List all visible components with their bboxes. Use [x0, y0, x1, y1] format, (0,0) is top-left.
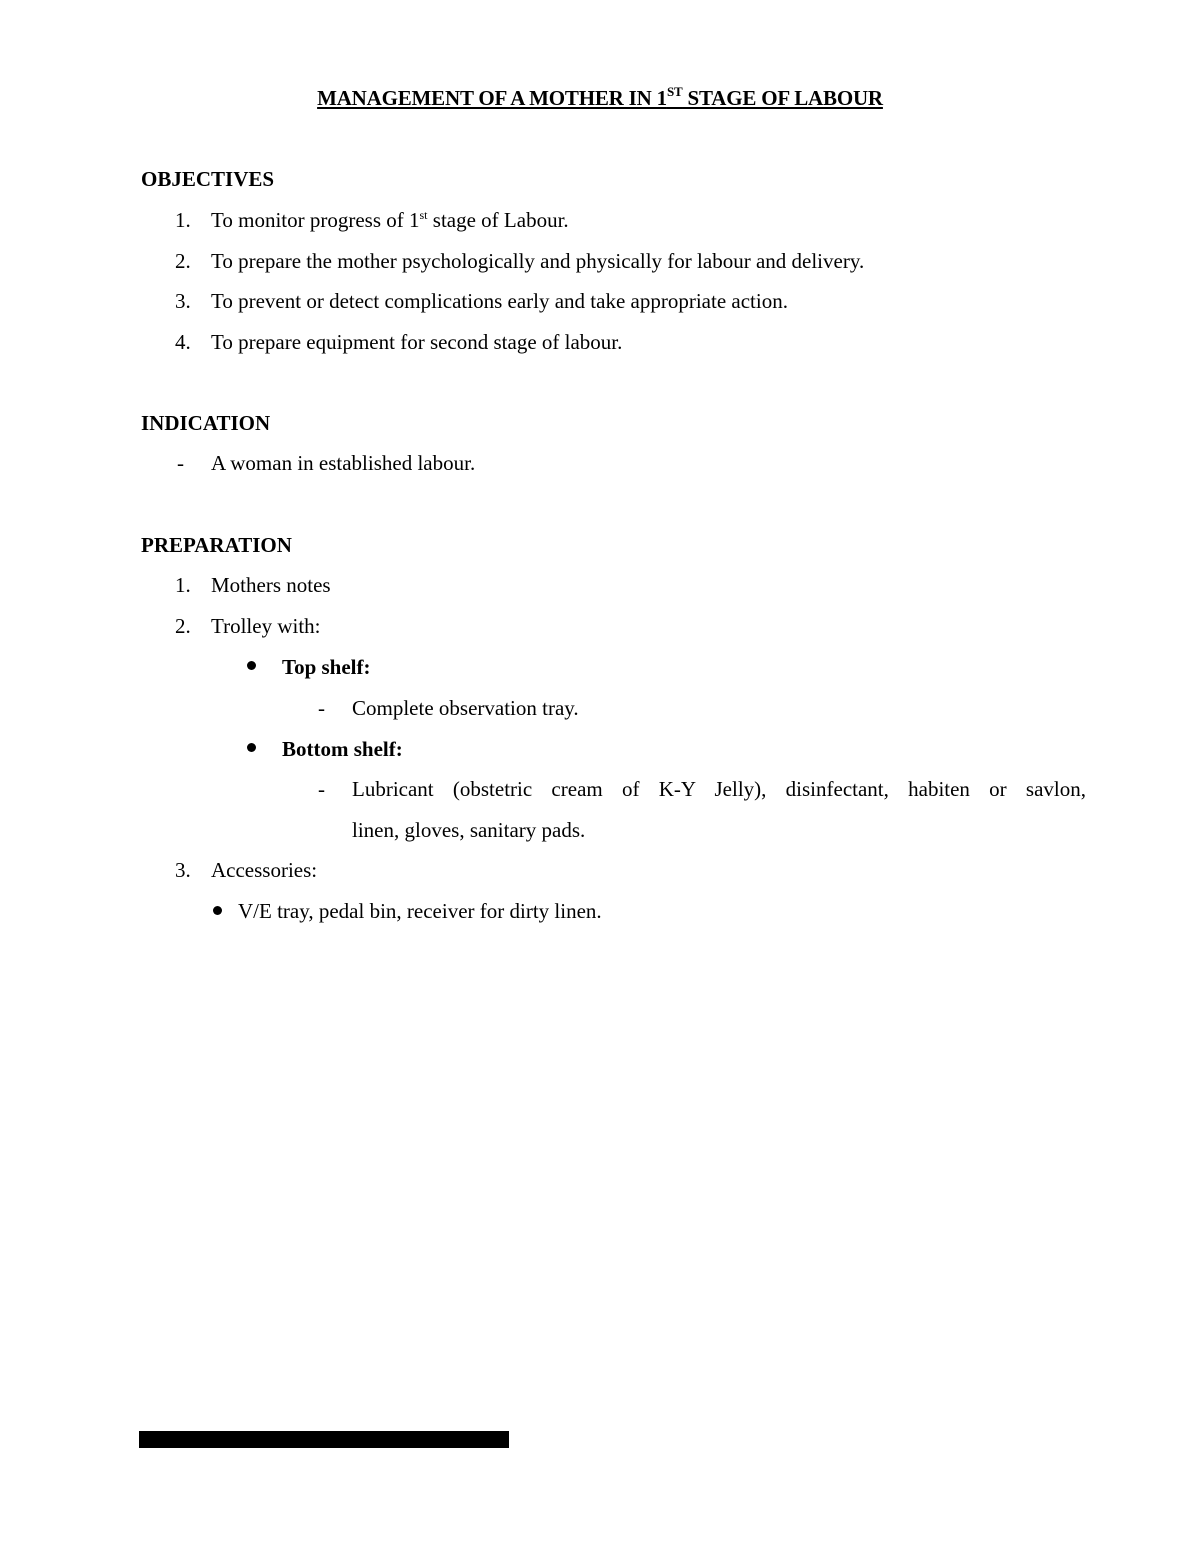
footer-bar: [139, 1431, 509, 1448]
bullet-icon: [247, 743, 256, 752]
dash-marker: -: [318, 777, 325, 801]
title-superscript: ST: [666, 84, 683, 99]
top-shelf-label: Top shelf:: [282, 655, 371, 679]
page-title: MANAGEMENT OF A MOTHER IN 1ST STAGE OF LABOUR: [317, 84, 883, 110]
bottom-shelf-label: Bottom shelf:: [282, 737, 403, 761]
indication-heading: INDICATION: [141, 411, 271, 435]
preparation-heading: PREPARATION: [141, 533, 292, 557]
bullet-icon: [213, 906, 222, 915]
dash-marker: -: [177, 451, 184, 475]
objectives-heading: OBJECTIVES: [141, 167, 275, 191]
bottom-shelf-line-1: Lubricant (obstetric cream of K-Y Jelly), disinfectant, habiten or savlon,: [352, 777, 1086, 801]
dash-marker: -: [318, 696, 325, 720]
accessories-text: V/E tray, pedal bin, receiver for dirty linen.: [238, 899, 602, 923]
bullet-icon: [247, 661, 256, 670]
bottom-shelf-line-2: linen, gloves, sanitary pads.: [352, 818, 586, 842]
